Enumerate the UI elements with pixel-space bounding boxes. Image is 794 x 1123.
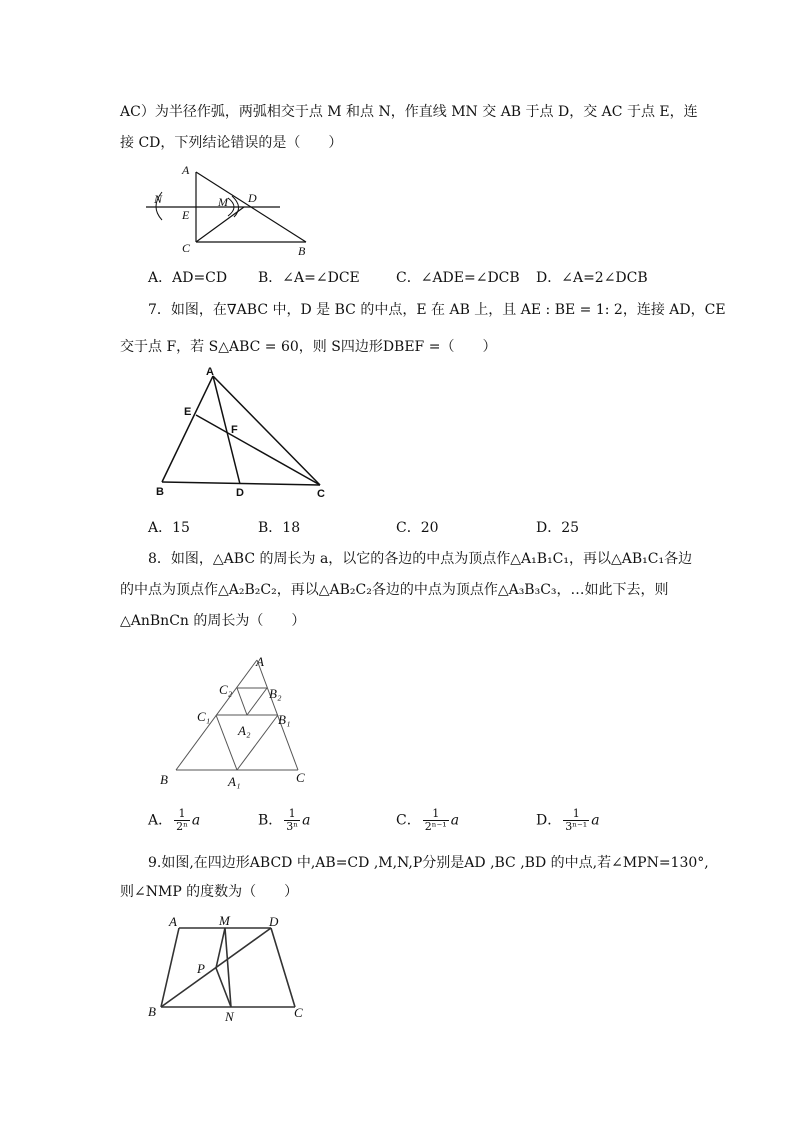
q8-option-a bbox=[148, 808, 200, 833]
q8-option-c-var: a bbox=[450, 812, 460, 829]
q8-label-B1: B₁ bbox=[278, 712, 291, 727]
q8-label-A2: A₂ bbox=[238, 723, 251, 738]
q8-option-b-var: a bbox=[302, 812, 311, 829]
q7-label-F: F bbox=[231, 424, 238, 436]
q6-text-line1: AC）为半径作弧，两弧相交于点 M 和点 N，作直线 MN 交 AB 于点 D，交 AC 于点 E，连 bbox=[120, 104, 698, 120]
q8-option-b-num: 1 bbox=[284, 808, 300, 821]
q6-label-E: E bbox=[182, 208, 190, 222]
q8-option-c bbox=[396, 808, 459, 833]
q8-label-C: C bbox=[296, 770, 305, 785]
q7-label-E: E bbox=[184, 406, 192, 418]
q8-option-a-prefix: A． bbox=[148, 812, 173, 829]
q7-label-B: B bbox=[156, 486, 164, 498]
q7-line-BC bbox=[162, 482, 320, 485]
q7-label-C: C bbox=[317, 488, 325, 500]
q6-option-d: D．∠A=2∠DCB bbox=[536, 270, 648, 286]
q9-text-line2: 则∠NMP 的度数为（ ） bbox=[120, 884, 299, 900]
q7-text-line1: 7．如图，在∇ABC 中，D 是 BC 的中点，E 在 AB 上，且 AE : BE = 1: 2，连接 AD，CE bbox=[148, 302, 726, 318]
q6-line-CD bbox=[196, 207, 244, 242]
q8-line-B2A2 bbox=[247, 688, 267, 715]
q8-option-a-num: 1 bbox=[174, 808, 190, 821]
q9-label-A: A bbox=[169, 914, 177, 929]
q6-text-line2: 接 CD，下列结论错误的是（ ） bbox=[120, 135, 343, 151]
q7-text-line2: 交于点 F，若 S△ABC = 60，则 S四边形DBEF =（ ） bbox=[120, 339, 497, 355]
q8-figure bbox=[150, 650, 320, 796]
q7-label-A: A bbox=[206, 366, 214, 378]
q8-option-b bbox=[258, 808, 310, 833]
q8-label-A: A bbox=[256, 654, 264, 669]
q9-label-C: C bbox=[294, 1005, 303, 1020]
q8-label-C2: C₂ bbox=[219, 682, 233, 697]
q9-label-P: P bbox=[197, 961, 205, 976]
q6-label-N: N bbox=[154, 192, 163, 206]
q7-line-AC bbox=[213, 376, 320, 485]
q9-label-B: B bbox=[148, 1004, 156, 1019]
q8-option-d-den: 3ⁿ⁻¹ bbox=[565, 820, 588, 833]
q7-figure bbox=[150, 364, 340, 504]
q8-line-C1A1 bbox=[216, 715, 237, 770]
q8-option-c-num: 1 bbox=[423, 808, 449, 821]
q9-text-line1: 9.如图,在四边形ABCD 中,AB=CD ,M,N,P分别是AD ,BC ,BD 的中点,若∠MPN=130°, bbox=[148, 855, 709, 871]
q8-line-C2A2 bbox=[237, 688, 247, 715]
q8-option-c-fraction bbox=[423, 808, 449, 833]
q8-option-a-den: 2ⁿ bbox=[176, 820, 188, 833]
q8-option-c-prefix: C． bbox=[396, 812, 421, 829]
q8-option-b-prefix: B． bbox=[258, 812, 283, 829]
q8-text-line2: 的中点为顶点作△A₂B₂C₂，再以△AB₂C₂各边的中点为顶点作△A₃B₃C₃，…如此下去，则 bbox=[120, 582, 669, 598]
q8-option-d-prefix: D． bbox=[536, 812, 562, 829]
q6-figure bbox=[140, 160, 320, 260]
q8-text-line1: 8．如图，△ABC 的周长为 a，以它的各边的中点为顶点作△A₁B₁C₁，再以△AB₁C₁各边 bbox=[148, 551, 693, 567]
q8-label-B: B bbox=[160, 772, 168, 787]
q7-option-d: D．25 bbox=[536, 520, 580, 536]
q8-option-d-num: 1 bbox=[563, 808, 589, 821]
q9-label-D: D bbox=[269, 914, 279, 929]
q8-option-d-fraction bbox=[563, 808, 589, 833]
q8-option-a-var: a bbox=[191, 812, 201, 829]
q6-label-C: C bbox=[182, 241, 191, 255]
q8-option-d-var: a bbox=[591, 812, 600, 829]
q6-label-D: D bbox=[248, 191, 257, 205]
q6-option-a: A．AD=CD bbox=[148, 270, 228, 286]
q6-option-b: B．∠A=∠DCE bbox=[258, 270, 360, 286]
q7-label-D: D bbox=[236, 487, 244, 499]
q8-option-a-fraction bbox=[174, 808, 190, 833]
q7-line-AB bbox=[162, 376, 213, 482]
q9-label-N: N bbox=[225, 1009, 234, 1024]
q7-option-a: A．15 bbox=[148, 520, 190, 536]
q7-option-b: B．18 bbox=[258, 520, 301, 536]
q6-label-M: M bbox=[218, 195, 228, 209]
q6-option-c: C．∠ADE=∠DCB bbox=[396, 270, 520, 286]
q9-figure bbox=[145, 910, 315, 1028]
q8-label-C1: C₁ bbox=[197, 709, 211, 724]
q9-label-M: M bbox=[219, 913, 230, 928]
q8-option-b-fraction bbox=[284, 808, 300, 833]
q7-line-CE bbox=[196, 415, 320, 485]
q8-text-line3: △AnBnCn 的周长为（ ） bbox=[120, 613, 306, 629]
q7-option-c: C．20 bbox=[396, 520, 439, 536]
q6-label-A: A bbox=[182, 163, 190, 177]
q8-option-c-den: 2ⁿ⁻¹ bbox=[424, 820, 447, 833]
q8-label-A1: A₁ bbox=[228, 774, 241, 789]
q8-label-B2: B₂ bbox=[269, 686, 282, 701]
q8-option-b-den: 3ⁿ bbox=[286, 820, 299, 833]
q8-option-d bbox=[536, 808, 600, 833]
q6-label-B: B bbox=[298, 244, 306, 258]
q9-line-DC bbox=[271, 928, 295, 1007]
